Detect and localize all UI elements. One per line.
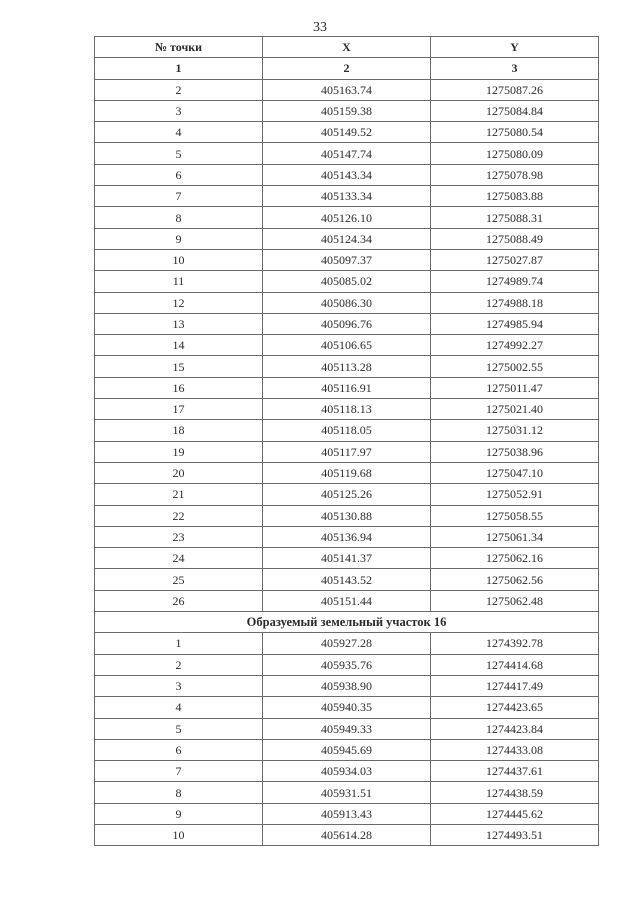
y-coordinate-cell: 1274414.68 bbox=[431, 654, 599, 675]
x-coordinate-cell: 405945.69 bbox=[263, 739, 431, 760]
point-number-cell: 4 bbox=[95, 122, 263, 143]
table-row bbox=[95, 186, 599, 207]
x-coordinate-cell: 405086.30 bbox=[263, 292, 431, 313]
point-number-cell: 12 bbox=[95, 292, 263, 313]
table-row bbox=[95, 462, 599, 483]
point-number-cell: 6 bbox=[95, 164, 263, 185]
x-coordinate-cell: 405614.28 bbox=[263, 824, 431, 845]
point-number-cell: 25 bbox=[95, 569, 263, 590]
table-row bbox=[95, 526, 599, 547]
header-point-number: № точки bbox=[95, 37, 263, 58]
table-row bbox=[95, 164, 599, 185]
table-row bbox=[95, 739, 599, 760]
y-coordinate-cell: 1274423.65 bbox=[431, 697, 599, 718]
y-coordinate-cell: 1275083.88 bbox=[431, 186, 599, 207]
x-coordinate-cell: 405927.28 bbox=[263, 633, 431, 654]
x-coordinate-cell: 405097.37 bbox=[263, 249, 431, 270]
column-number: 3 bbox=[431, 58, 599, 79]
header-y: Y bbox=[431, 37, 599, 58]
table-row bbox=[95, 590, 599, 611]
point-number-cell: 2 bbox=[95, 79, 263, 100]
table-row bbox=[95, 122, 599, 143]
point-number-cell: 3 bbox=[95, 100, 263, 121]
table-row bbox=[95, 484, 599, 505]
point-number-cell: 7 bbox=[95, 186, 263, 207]
y-coordinate-cell: 1275061.34 bbox=[431, 526, 599, 547]
table-row bbox=[95, 249, 599, 270]
table-row bbox=[95, 803, 599, 824]
x-coordinate-cell: 405949.33 bbox=[263, 718, 431, 739]
point-number-cell: 10 bbox=[95, 249, 263, 270]
point-number-cell: 21 bbox=[95, 484, 263, 505]
table-row bbox=[95, 718, 599, 739]
y-coordinate-cell: 1274989.74 bbox=[431, 271, 599, 292]
table-row bbox=[95, 697, 599, 718]
y-coordinate-cell: 1275062.16 bbox=[431, 548, 599, 569]
table-row bbox=[95, 654, 599, 675]
x-coordinate-cell: 405934.03 bbox=[263, 761, 431, 782]
x-coordinate-cell: 405151.44 bbox=[263, 590, 431, 611]
point-number-cell: 1 bbox=[95, 633, 263, 654]
y-coordinate-cell: 1275062.48 bbox=[431, 590, 599, 611]
point-number-cell: 6 bbox=[95, 739, 263, 760]
x-coordinate-cell: 405119.68 bbox=[263, 462, 431, 483]
table-row bbox=[95, 633, 599, 654]
point-number-cell: 14 bbox=[95, 335, 263, 356]
x-coordinate-cell: 405125.26 bbox=[263, 484, 431, 505]
point-number-cell: 15 bbox=[95, 356, 263, 377]
x-coordinate-cell: 405931.51 bbox=[263, 782, 431, 803]
y-coordinate-cell: 1275021.40 bbox=[431, 399, 599, 420]
table-row bbox=[95, 335, 599, 356]
y-coordinate-cell: 1274437.61 bbox=[431, 761, 599, 782]
y-coordinate-cell: 1274417.49 bbox=[431, 675, 599, 696]
x-coordinate-cell: 405085.02 bbox=[263, 271, 431, 292]
table-row bbox=[95, 377, 599, 398]
table-row bbox=[95, 505, 599, 526]
table-row bbox=[95, 79, 599, 100]
table-row bbox=[95, 420, 599, 441]
table-row bbox=[95, 313, 599, 334]
point-number-cell: 9 bbox=[95, 228, 263, 249]
x-coordinate-cell: 405096.76 bbox=[263, 313, 431, 334]
x-coordinate-cell: 405141.37 bbox=[263, 548, 431, 569]
x-coordinate-cell: 405117.97 bbox=[263, 441, 431, 462]
y-coordinate-cell: 1275078.98 bbox=[431, 164, 599, 185]
table-row bbox=[95, 356, 599, 377]
x-coordinate-cell: 405913.43 bbox=[263, 803, 431, 824]
section-title: Образуемый земельный участок 16 bbox=[95, 612, 599, 633]
header-x: X bbox=[263, 37, 431, 58]
point-number-cell: 18 bbox=[95, 420, 263, 441]
point-number-cell: 8 bbox=[95, 207, 263, 228]
y-coordinate-cell: 1275080.54 bbox=[431, 122, 599, 143]
y-coordinate-cell: 1275031.12 bbox=[431, 420, 599, 441]
y-coordinate-cell: 1274988.18 bbox=[431, 292, 599, 313]
x-coordinate-cell: 405938.90 bbox=[263, 675, 431, 696]
x-coordinate-cell: 405149.52 bbox=[263, 122, 431, 143]
y-coordinate-cell: 1274985.94 bbox=[431, 313, 599, 334]
table-row bbox=[95, 143, 599, 164]
y-coordinate-cell: 1275062.56 bbox=[431, 569, 599, 590]
y-coordinate-cell: 1275084.84 bbox=[431, 100, 599, 121]
y-coordinate-cell: 1275052.91 bbox=[431, 484, 599, 505]
point-number-cell: 5 bbox=[95, 718, 263, 739]
table-row bbox=[95, 441, 599, 462]
y-coordinate-cell: 1275088.31 bbox=[431, 207, 599, 228]
x-coordinate-cell: 405126.10 bbox=[263, 207, 431, 228]
point-number-cell: 24 bbox=[95, 548, 263, 569]
x-coordinate-cell: 405118.13 bbox=[263, 399, 431, 420]
point-number-cell: 9 bbox=[95, 803, 263, 824]
table-row bbox=[95, 548, 599, 569]
section-row bbox=[95, 612, 599, 633]
y-coordinate-cell: 1274423.84 bbox=[431, 718, 599, 739]
x-coordinate-cell: 405116.91 bbox=[263, 377, 431, 398]
table-body-part2 bbox=[95, 633, 599, 846]
y-coordinate-cell: 1275038.96 bbox=[431, 441, 599, 462]
table-row bbox=[95, 824, 599, 845]
x-coordinate-cell: 405159.38 bbox=[263, 100, 431, 121]
point-number-cell: 8 bbox=[95, 782, 263, 803]
x-coordinate-cell: 405935.76 bbox=[263, 654, 431, 675]
x-coordinate-cell: 405124.34 bbox=[263, 228, 431, 249]
page-number: 33 bbox=[313, 20, 327, 35]
table-row bbox=[95, 292, 599, 313]
point-number-cell: 2 bbox=[95, 654, 263, 675]
point-number-cell: 20 bbox=[95, 462, 263, 483]
y-coordinate-cell: 1275080.09 bbox=[431, 143, 599, 164]
y-coordinate-cell: 1274445.62 bbox=[431, 803, 599, 824]
coordinates-table bbox=[94, 36, 599, 846]
y-coordinate-cell: 1275002.55 bbox=[431, 356, 599, 377]
point-number-cell: 23 bbox=[95, 526, 263, 547]
table-row bbox=[95, 782, 599, 803]
column-numbers-row bbox=[95, 58, 599, 79]
point-number-cell: 11 bbox=[95, 271, 263, 292]
table-row bbox=[95, 100, 599, 121]
table-row bbox=[95, 569, 599, 590]
y-coordinate-cell: 1274392.78 bbox=[431, 633, 599, 654]
x-coordinate-cell: 405113.28 bbox=[263, 356, 431, 377]
y-coordinate-cell: 1275027.87 bbox=[431, 249, 599, 270]
x-coordinate-cell: 405106.65 bbox=[263, 335, 431, 356]
x-coordinate-cell: 405118.05 bbox=[263, 420, 431, 441]
y-coordinate-cell: 1275047.10 bbox=[431, 462, 599, 483]
y-coordinate-cell: 1274493.51 bbox=[431, 824, 599, 845]
table-row bbox=[95, 271, 599, 292]
y-coordinate-cell: 1275058.55 bbox=[431, 505, 599, 526]
table-row bbox=[95, 399, 599, 420]
point-number-cell: 3 bbox=[95, 675, 263, 696]
x-coordinate-cell: 405130.88 bbox=[263, 505, 431, 526]
x-coordinate-cell: 405133.34 bbox=[263, 186, 431, 207]
x-coordinate-cell: 405940.35 bbox=[263, 697, 431, 718]
point-number-cell: 10 bbox=[95, 824, 263, 845]
point-number-cell: 17 bbox=[95, 399, 263, 420]
y-coordinate-cell: 1275011.47 bbox=[431, 377, 599, 398]
column-number: 2 bbox=[263, 58, 431, 79]
point-number-cell: 13 bbox=[95, 313, 263, 334]
x-coordinate-cell: 405143.34 bbox=[263, 164, 431, 185]
table-row bbox=[95, 207, 599, 228]
y-coordinate-cell: 1274438.59 bbox=[431, 782, 599, 803]
table-row bbox=[95, 675, 599, 696]
point-number-cell: 22 bbox=[95, 505, 263, 526]
table-row bbox=[95, 228, 599, 249]
point-number-cell: 26 bbox=[95, 590, 263, 611]
point-number-cell: 19 bbox=[95, 441, 263, 462]
point-number-cell: 16 bbox=[95, 377, 263, 398]
y-coordinate-cell: 1275087.26 bbox=[431, 79, 599, 100]
y-coordinate-cell: 1274992.27 bbox=[431, 335, 599, 356]
y-coordinate-cell: 1275088.49 bbox=[431, 228, 599, 249]
x-coordinate-cell: 405147.74 bbox=[263, 143, 431, 164]
x-coordinate-cell: 405143.52 bbox=[263, 569, 431, 590]
header-row bbox=[95, 37, 599, 58]
point-number-cell: 4 bbox=[95, 697, 263, 718]
x-coordinate-cell: 405163.74 bbox=[263, 79, 431, 100]
point-number-cell: 5 bbox=[95, 143, 263, 164]
table-row bbox=[95, 761, 599, 782]
section-header bbox=[95, 612, 599, 633]
y-coordinate-cell: 1274433.08 bbox=[431, 739, 599, 760]
column-number: 1 bbox=[95, 58, 263, 79]
point-number-cell: 7 bbox=[95, 761, 263, 782]
table-body-part1 bbox=[95, 79, 599, 611]
x-coordinate-cell: 405136.94 bbox=[263, 526, 431, 547]
